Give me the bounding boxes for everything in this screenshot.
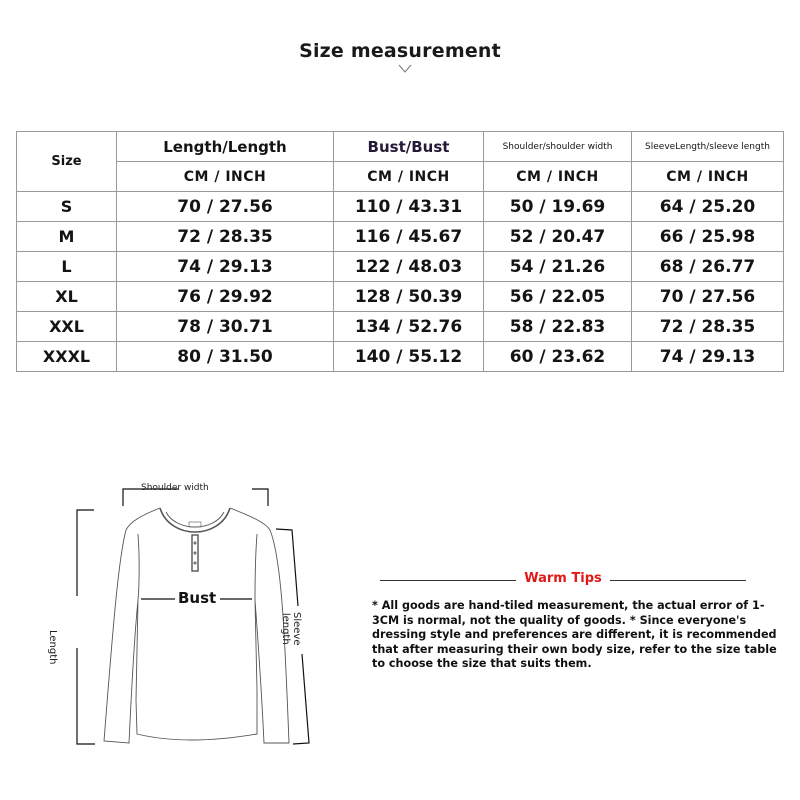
bust-cell: 110 / 43.31 xyxy=(334,192,484,222)
length-cell: 74 / 29.13 xyxy=(117,252,334,282)
table-unit-row xyxy=(17,162,784,192)
size-cell: XXL xyxy=(17,312,117,342)
bust-column-header: Bust/Bust xyxy=(334,132,484,162)
length-column-header: Length/Length xyxy=(117,132,334,162)
unit-label: CM / INCH xyxy=(334,162,484,192)
shoulder-width-label: Shoulder width xyxy=(141,483,209,493)
shoulder-cell: 52 / 20.47 xyxy=(484,222,632,252)
warm-tips-title: Warm Tips xyxy=(524,571,602,586)
shoulder-cell: 58 / 22.83 xyxy=(484,312,632,342)
length-cell: 70 / 27.56 xyxy=(117,192,334,222)
bust-cell: 122 / 48.03 xyxy=(334,252,484,282)
shoulder-cell: 50 / 19.69 xyxy=(484,192,632,222)
shoulder-column-header: Shoulder/shoulder width xyxy=(484,132,632,162)
sleeve-cell: 64 / 25.20 xyxy=(632,192,784,222)
length-cell: 72 / 28.35 xyxy=(117,222,334,252)
bust-label: Bust xyxy=(178,589,217,607)
length-label: Length xyxy=(47,630,58,665)
page-title: Size measurement xyxy=(299,40,501,62)
shoulder-cell: 60 / 23.62 xyxy=(484,342,632,372)
table-row xyxy=(17,282,784,312)
bust-cell: 128 / 50.39 xyxy=(334,282,484,312)
table-header-row xyxy=(17,132,784,162)
table-row xyxy=(17,222,784,252)
size-table xyxy=(16,131,784,372)
table-row xyxy=(17,192,784,222)
bust-cell: 140 / 55.12 xyxy=(334,342,484,372)
sleeve-cell: 66 / 25.98 xyxy=(632,222,784,252)
size-cell: L xyxy=(17,252,117,282)
long-sleeve-henley-shirt-icon xyxy=(104,508,289,743)
unit-label: CM / INCH xyxy=(117,162,334,192)
size-cell: S xyxy=(17,192,117,222)
unit-label: CM / INCH xyxy=(484,162,632,192)
length-cell: 76 / 29.92 xyxy=(117,282,334,312)
warm-tips-text: * All goods are hand-tiled measurement, the actual error of 1-3CM is normal, not the quality of goods. * Since everyone's dressing style and preferences are different, it is recommended that after measuring their own body size, refer to the size table to choose the size that suits them. xyxy=(372,599,777,670)
sleeve-cell: 68 / 26.77 xyxy=(632,252,784,282)
size-column-header: Size xyxy=(17,132,117,192)
size-cell: M xyxy=(17,222,117,252)
sleeve-length-label xyxy=(280,612,302,646)
chevron-down-icon xyxy=(398,62,412,76)
table-row xyxy=(17,312,784,342)
sleeve-cell: 70 / 27.56 xyxy=(632,282,784,312)
sleeve-label-line2: length xyxy=(280,612,291,645)
bust-cell: 134 / 52.76 xyxy=(334,312,484,342)
sleeve-label-line1: Sleeve xyxy=(291,612,302,646)
length-cell: 80 / 31.50 xyxy=(117,342,334,372)
unit-label: CM / INCH xyxy=(632,162,784,192)
size-cell: XL xyxy=(17,282,117,312)
sleeve-cell: 72 / 28.35 xyxy=(632,312,784,342)
table-row xyxy=(17,342,784,372)
size-cell: XXXL xyxy=(17,342,117,372)
shoulder-cell: 56 / 22.05 xyxy=(484,282,632,312)
sleeve-column-header: SleeveLength/sleeve length xyxy=(632,132,784,162)
bust-cell: 116 / 45.67 xyxy=(334,222,484,252)
table-row xyxy=(17,252,784,282)
shoulder-cell: 54 / 21.26 xyxy=(484,252,632,282)
length-cell: 78 / 30.71 xyxy=(117,312,334,342)
sleeve-cell: 74 / 29.13 xyxy=(632,342,784,372)
